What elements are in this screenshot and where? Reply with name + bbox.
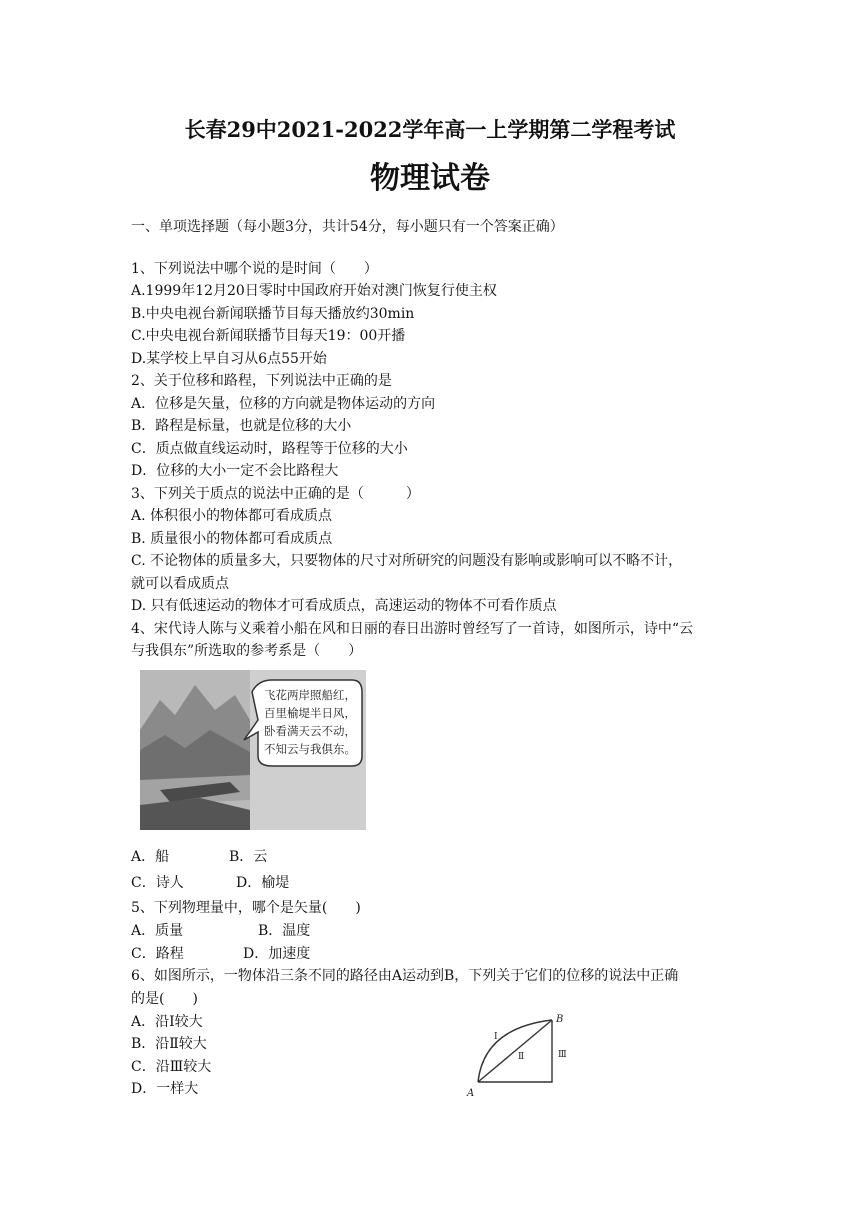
q6-stem: 6、如图所示，一物体沿三条不同的路径由A运动到B，下列关于它们的位移的说法中正确	[131, 968, 679, 984]
poem-line-4: 不知云与我俱东。	[264, 742, 356, 756]
q2-option-c: C．质点做直线运动时，路程等于位移的大小	[131, 441, 408, 457]
q6-option-c: C．沿Ⅲ较大	[131, 1059, 212, 1075]
q5-option-a: A．质量	[131, 923, 184, 939]
q3-option-c-cont: 就可以看成质点	[131, 576, 229, 592]
poem-line-1: 飞花两岸照船红，	[264, 688, 356, 702]
path-label-i: Ⅰ	[494, 1032, 498, 1042]
poem-line-3: 卧看满天云不动，	[264, 724, 356, 738]
q2-stem: 2、关于位移和路程，下列说法中正确的是	[131, 373, 392, 389]
path-label-ii: Ⅱ	[518, 1052, 525, 1062]
point-a-label: A	[467, 1088, 475, 1099]
q1-option-c: C.中央电视台新闻联播节目每天19：00开播	[131, 328, 406, 344]
q5-option-b: B．温度	[258, 923, 311, 939]
q2-option-b: B．路程是标量，也就是位移的大小	[131, 418, 352, 434]
q6-option-b: B．沿Ⅱ较大	[131, 1036, 207, 1052]
q1-option-a: A.1999年12月20日零时中国政府开始对澳门恢复行使主权	[131, 283, 497, 299]
q1-stem: 1、下列说法中哪个说的是时间（ ）	[131, 261, 378, 277]
q5-option-c: C．路程	[131, 946, 184, 962]
q4-option-d: D．榆堤	[236, 875, 290, 891]
q4-stem: 4、宋代诗人陈与义乘着小船在风和日丽的春日出游时曾经写了一首诗，如图所示，诗中“云	[131, 621, 694, 637]
exam-title: 长春29中2021-2022学年高一上学期第二学程考试	[184, 117, 676, 142]
q4-option-c: C．诗人	[131, 875, 184, 891]
point-b-label: B	[556, 1014, 564, 1025]
section-heading: 一、单项选择题（每小题3分，共计54分，每小题只有一个答案正确）	[131, 219, 564, 235]
q1-option-b: B.中央电视台新闻联播节目每天播放约30min	[131, 306, 415, 322]
q2-option-a: A．位移是矢量，位移的方向就是物体运动的方向	[131, 396, 436, 412]
poem-line-2: 百里榆堤半日风，	[264, 706, 356, 720]
q3-option-b: B. 质量很小的物体都可看成质点	[131, 531, 333, 547]
q6-option-d: D．一样大	[131, 1081, 199, 1097]
q4-option-b: B．云	[229, 849, 268, 865]
q6-stem-cont: 的是( )	[131, 991, 198, 1007]
poem-illustration	[140, 670, 366, 830]
q5-option-d: D．加速度	[243, 946, 311, 962]
q2-option-d: D．位移的大小一定不会比路程大	[131, 463, 339, 479]
q3-option-c: C. 不论物体的质量多大，只要物体的尺寸对所研究的问题没有影响或影响可以不略不计，	[131, 553, 683, 569]
path-diagram	[464, 1010, 576, 1100]
q6-option-a: A．沿Ⅰ较大	[131, 1014, 203, 1030]
q3-option-d: D. 只有低速运动的物体才可看成质点，高速运动的物体不可看作质点	[131, 598, 557, 614]
q3-stem: 3、下列关于质点的说法中正确的是（ ）	[131, 486, 420, 502]
exam-subtitle: 物理试卷	[370, 161, 490, 196]
q1-option-d: D.某学校上早自习从6点55开始	[131, 351, 327, 367]
q4-stem-cont: 与我俱东”所选取的参考系是（ ）	[131, 643, 363, 659]
path-label-iii: Ⅲ	[558, 1050, 567, 1060]
q3-option-a: A. 体积很小的物体都可看成质点	[131, 508, 333, 524]
q5-stem: 5、下列物理量中，哪个是矢量( )	[131, 900, 361, 916]
q4-option-a: A．船	[131, 849, 170, 865]
